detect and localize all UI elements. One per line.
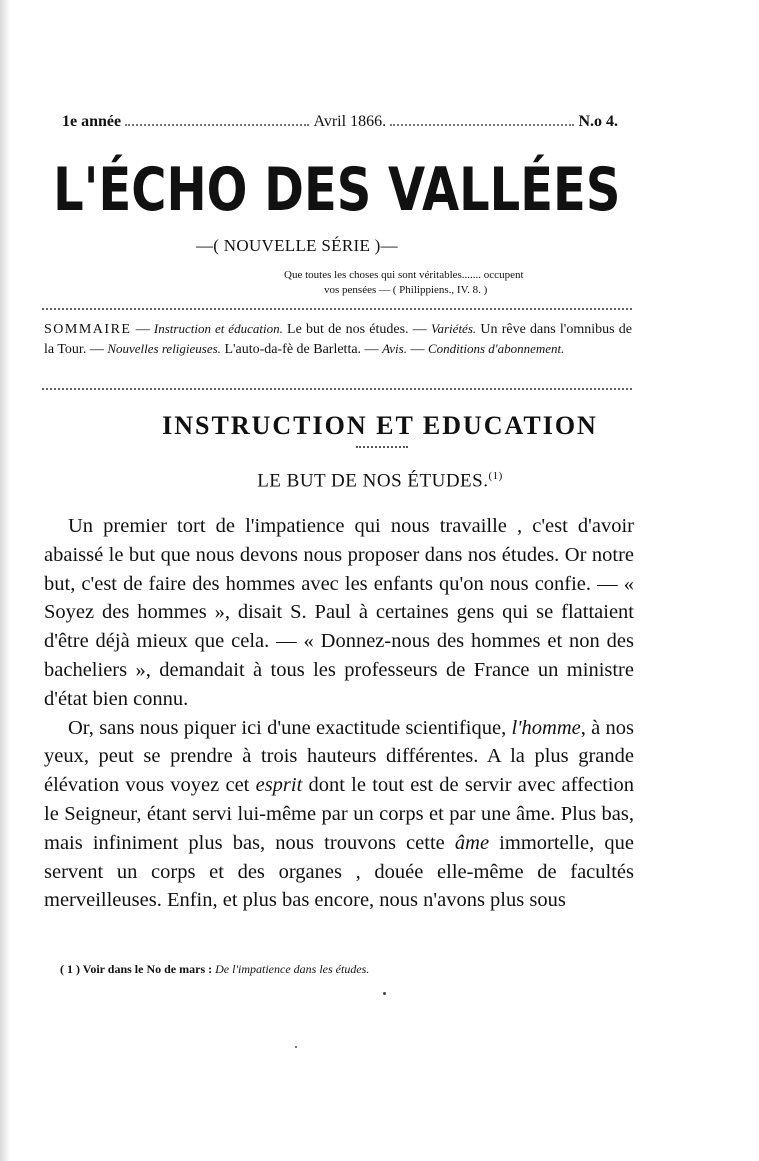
bottom-rule [42, 388, 632, 390]
article-body [44, 512, 634, 915]
summary-item: Nouvelles religieuses. [107, 340, 221, 356]
squiggle-divider [125, 120, 309, 126]
article-subhead [40, 470, 720, 492]
summary-block [44, 320, 632, 359]
paragraph-text: Or, sans nous piquer ici d'une exactitude scientifique, [68, 716, 512, 739]
headline-ornament [356, 446, 408, 448]
summary-sep: — [406, 341, 428, 357]
summary-sep: — [131, 322, 154, 337]
print-speck [383, 992, 386, 995]
issue-date: Avril 1866. [313, 113, 387, 130]
emphasis: l'homme [511, 716, 581, 739]
issue-number: N.o 4. [578, 113, 619, 130]
article-headline: INSTRUCTION ET EDUCATION [162, 411, 598, 440]
paragraph-text: immortelle, que servent un corps et des organes , douée elle-même de facultés merveilleuses. Enfin, et plus bas encore, nous n'avons plus sous [44, 831, 634, 912]
footnote-text: Voir dans le No de mars : [80, 962, 216, 976]
epigraph [284, 268, 636, 298]
paragraph-text: , à nos yeux, peut se prendre à trois hauteurs différentes. A la plus grande élévation vous voyez cet [44, 716, 634, 797]
issue-year: 1e année [62, 113, 122, 130]
footnote-ref: (1) [488, 470, 503, 482]
issue-line [62, 113, 618, 131]
top-rule [42, 308, 632, 310]
emphasis: esprit [255, 774, 303, 797]
summary-label: SOMMAIRE [44, 322, 132, 337]
epigraph-line1: Que toutes les choses qui sont véritables....... occupent [284, 269, 524, 281]
emphasis: âme [454, 831, 490, 854]
print-speck [295, 1046, 297, 1048]
series-label: —( NOUVELLE SÉRIE )— [196, 236, 398, 255]
epigraph-line2: vos pensées — ( Philippiens., IV. 8. ) [324, 284, 488, 296]
footnote-marker: ( 1 ) [60, 962, 80, 976]
summary-item: L'auto-da-fè de Barletta. — [220, 341, 383, 357]
squiggle-divider [390, 120, 574, 126]
summary-item: Avis. [382, 340, 407, 356]
summary-item: Instruction et éducation. [153, 321, 283, 336]
summary-item: Un rêve dans l'omnibus de la Tour. — [44, 322, 632, 357]
footnote [60, 962, 640, 977]
paragraph [44, 714, 634, 916]
footnote-reference: De l'impatience dans les études. [215, 962, 370, 976]
paragraph-text: dont le tout est de servir avec affection le Seigneur, étant servi lui-même par un corps et par une âme. Plus bas, mais infiniment plus bas, nous trouvons cette [44, 774, 635, 854]
summary-item: Variétés. [431, 321, 477, 336]
summary-item: Le but de nos études. — [282, 322, 431, 337]
subhead-text: LE BUT DE NOS ÉTUDES. [257, 470, 489, 492]
page-edge-shadow [0, 0, 10, 1161]
masthead-title: L'ÉCHO DES VALLÉES [53, 155, 621, 225]
paragraph: Un premier tort de l'impatience qui nous travaille , c'est d'avoir abaissé le but que nous devons nous proposer dans nos études. Or notre but, c'est de faire des hommes avec les enfants qu'on nous confie. — « Soyez des hommes », disait S. Paul à certaines gens qui se flattaient d'être déjà mieux que cela. — « Donnez-nous des hommes et non des bacheliers », demandait à tous les professeurs de France un ministre d'état bien connu. [44, 515, 634, 710]
summary-item: Conditions d'abonnement. [427, 340, 565, 356]
